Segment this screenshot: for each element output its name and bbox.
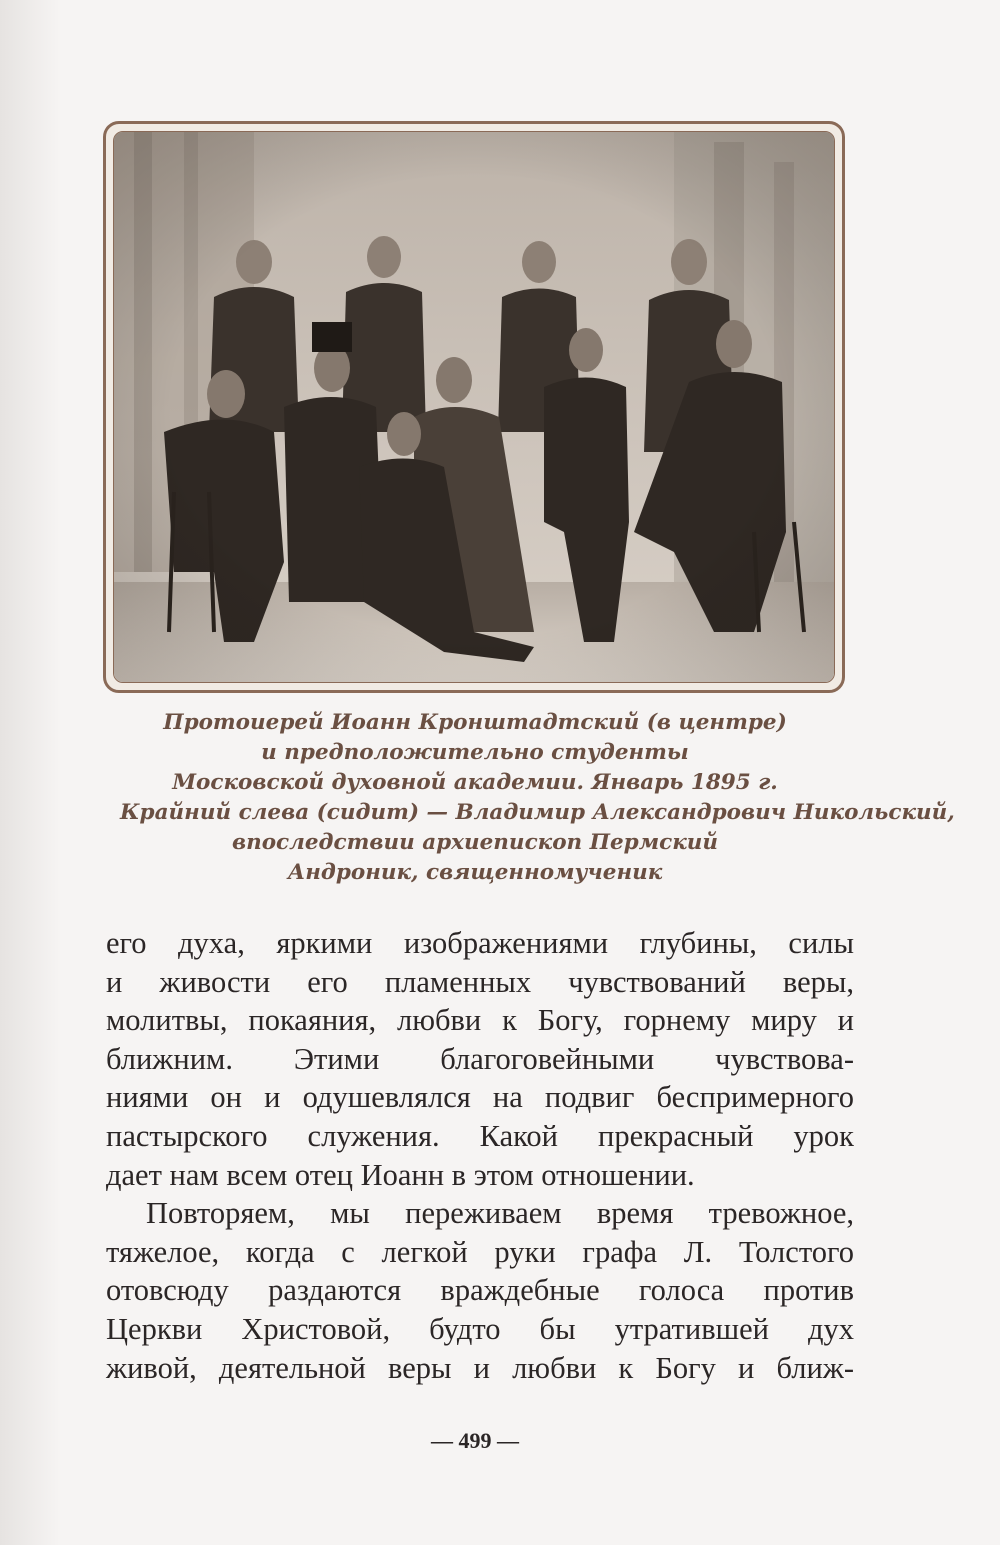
text-line: и живости его пламенных чувствований веры,	[106, 964, 854, 999]
text-line: отовсюду раздаются враждебные голоса против	[106, 1273, 854, 1308]
caption-line: впоследствии архиепископ Пермский	[231, 830, 719, 855]
photo-caption	[120, 708, 955, 888]
photo-frame	[103, 121, 845, 693]
group-portrait-photograph-icon	[114, 132, 834, 682]
page-number: — 499 —	[431, 1428, 519, 1453]
page-edge-shadow	[0, 0, 60, 1545]
text-line: Повторяем, мы переживаем время тревожное,	[146, 1196, 854, 1231]
text-line: ближним. Этими благоговейными чувствова-	[106, 1041, 854, 1076]
body-text	[106, 924, 854, 1387]
caption-line: Андроник, священномученик	[287, 860, 663, 885]
text-line: тяжелое, когда с легкой руки графа Л. Толстого	[106, 1234, 854, 1269]
caption-line: Крайний слева (сидит) — Владимир Александрович Никольский,	[120, 800, 955, 825]
text-line: пастырского служения. Какой прекрасный урок	[106, 1118, 854, 1153]
text-line: молитвы, покаяния, любви к Богу, горнему миру и	[106, 1003, 854, 1038]
text-line: Церкви Христовой, будто бы утратившей дух	[106, 1311, 854, 1346]
text-line: дает нам всем отец Иоанн в этом отношении.	[106, 1157, 695, 1192]
text-line: ниями он и одушевлялся на подвиг беспримерного	[106, 1080, 854, 1115]
group-portrait-photo	[113, 131, 835, 683]
text-line: его духа, яркими изображениями глубины, силы	[106, 926, 854, 960]
caption-line: и предположительно студенты	[261, 740, 689, 765]
caption-line: Московской духовной академии. Январь 1895 г.	[172, 770, 778, 795]
text-line: живой, деятельной веры и любви к Богу и ближ-	[106, 1350, 854, 1385]
caption-line: Протоиерей Иоанн Кронштадтский (в центре)	[163, 710, 787, 735]
